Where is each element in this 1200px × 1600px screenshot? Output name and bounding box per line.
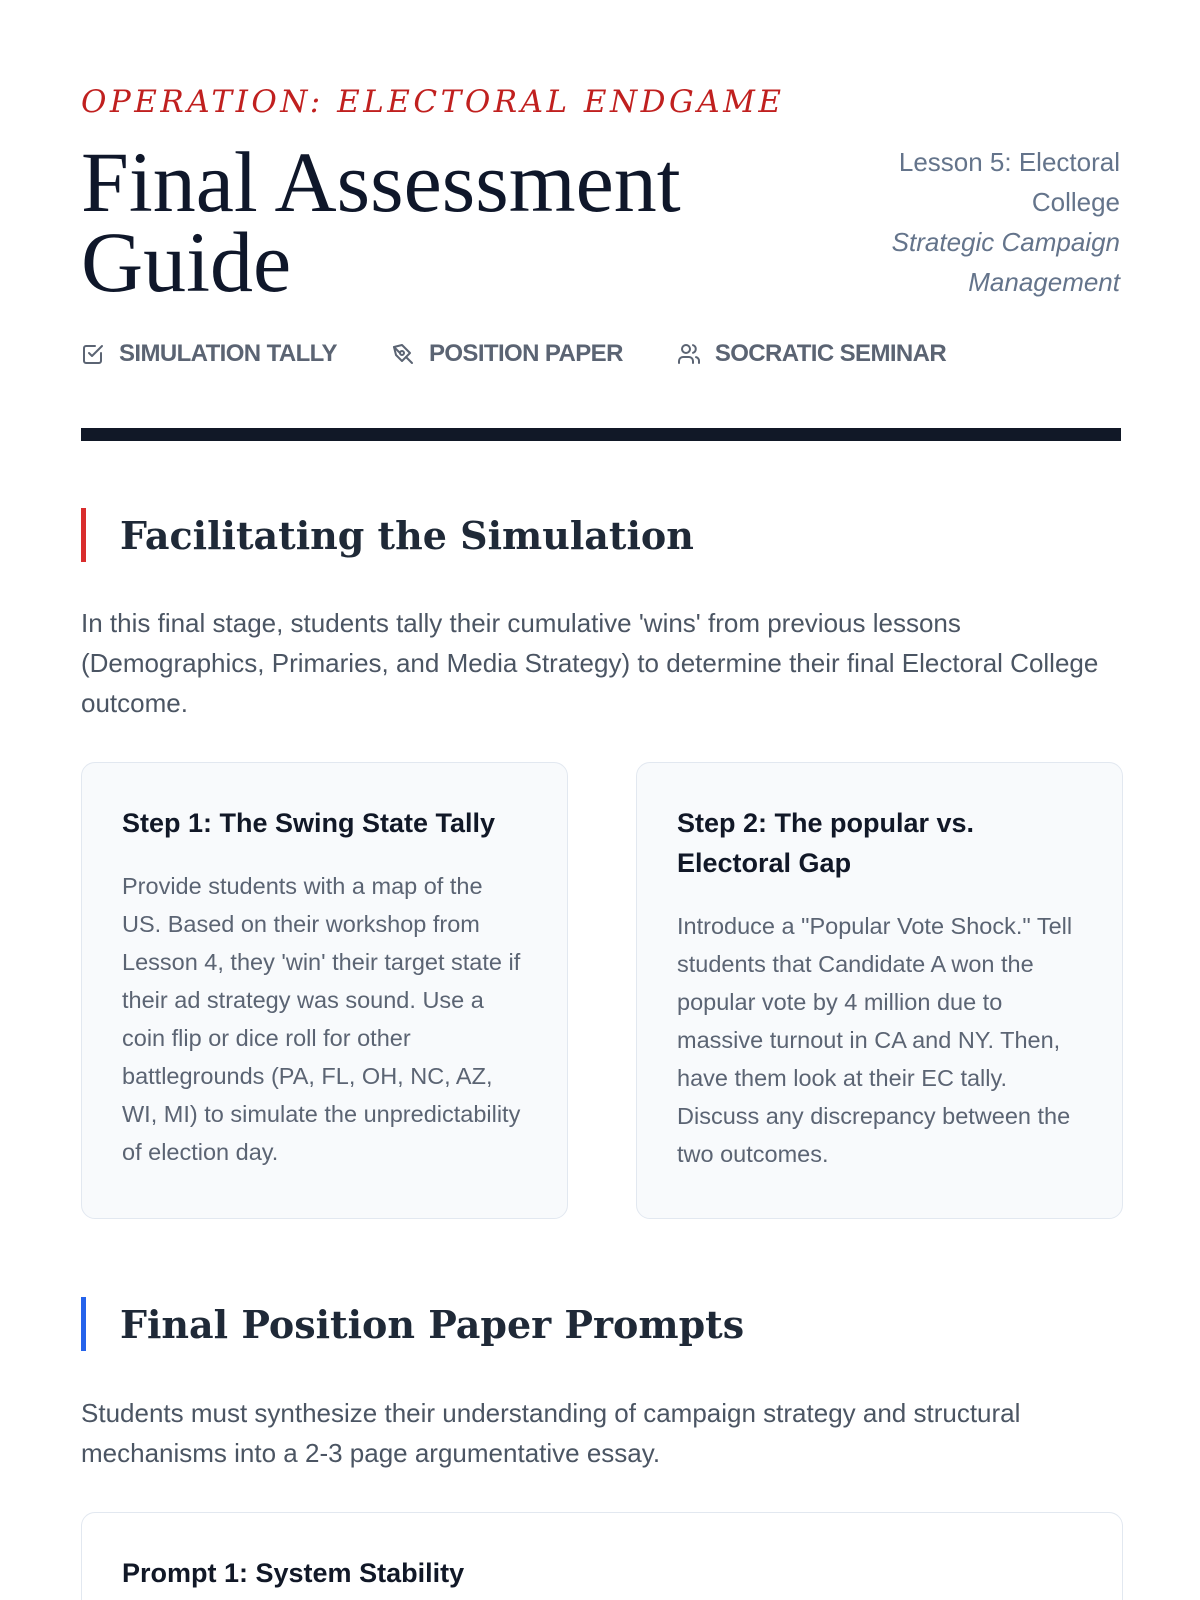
pen-icon — [391, 342, 415, 366]
tag-simulation-tally — [81, 340, 337, 368]
card-title: Step 2: The popular vs. Electoral Gap — [677, 808, 975, 878]
tag-label: POSITION PAPER — [428, 340, 623, 367]
operation-kicker: OPERATION: ELECTORAL ENDGAME — [81, 84, 785, 120]
step-card-popular-vs-electoral — [636, 762, 1123, 1219]
tag-label: SOCRATIC SEMINAR — [714, 340, 947, 367]
section-intro-simulation: In this final stage, students tally their cumulative 'wins' from previous lessons (Demographics, Primaries, and Media Strategy) to determine their final Electoral College outcome. — [81, 608, 1099, 718]
tag-socratic-seminar — [677, 340, 946, 368]
card-body: Provide students with a map of the US. Based on their workshop from Lesson 4, they 'win' their target state if their ad strategy was sound. Use a coin flip or dice roll for other battlegrounds (PA, FL, OH, NC, AZ, WI, MI) to simulate the unpredictability of election day. — [122, 873, 521, 1165]
lesson-subtitle: Strategic Campaign Management — [891, 227, 1120, 297]
header-divider — [81, 428, 1121, 441]
prompt-title: Prompt 1: System Stability — [122, 1558, 465, 1588]
assessment-tags — [81, 340, 1000, 368]
step-card-swing-state — [81, 762, 568, 1219]
card-body: Introduce a "Popular Vote Shock." Tell students that Candidate A won the popular vote by 4 million due to massive turnout in CA and NY. Then, have them look at their EC tally. Discuss any discrepancy between the two outcomes. — [677, 913, 1073, 1167]
tag-label: SIMULATION TALLY — [119, 340, 337, 367]
lesson-label: Lesson 5: Electoral College — [898, 147, 1120, 217]
checkbox-icon — [81, 342, 105, 366]
prompt-card-system-stability — [81, 1512, 1123, 1600]
tag-position-paper — [391, 340, 623, 368]
section-heading-position-paper: Final Position Paper Prompts — [81, 1297, 744, 1351]
page-title: Final Assessment Guide — [81, 134, 681, 310]
users-icon — [677, 342, 701, 366]
section-heading-simulation: Facilitating the Simulation — [81, 508, 694, 562]
section-intro-position-paper: Students must synthesize their understanding of campaign strategy and structural mechanisms into a 2-3 page argumentative essay. — [81, 1398, 1021, 1468]
lesson-meta — [820, 142, 1120, 302]
card-title: Step 1: The Swing State Tally — [122, 808, 496, 838]
